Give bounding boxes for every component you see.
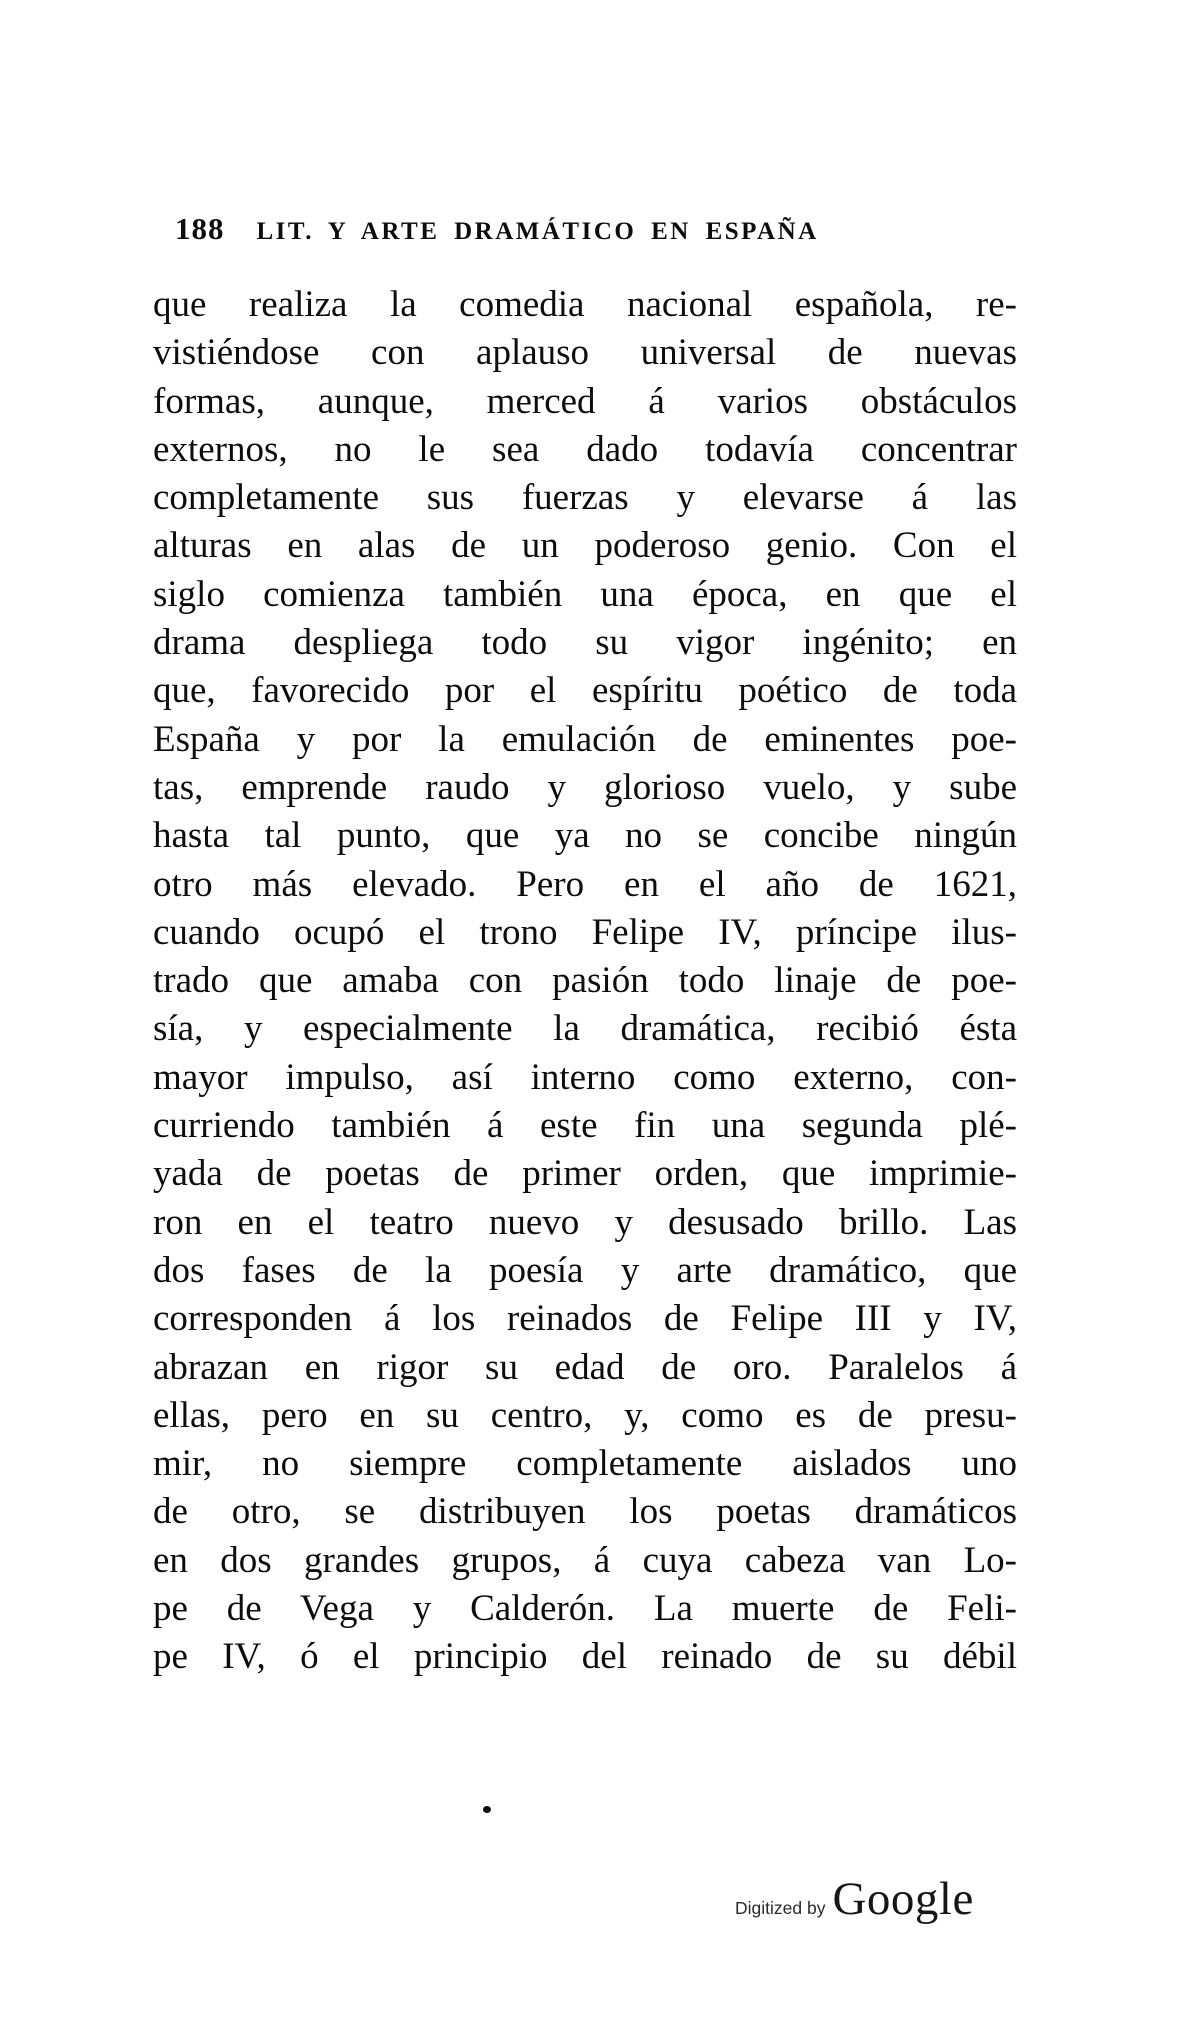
text-line: ellas, pero en su centro, y, como es de presu- <box>153 1394 1017 1436</box>
text-line: que realiza la comedia nacional española, re- <box>153 284 1017 325</box>
body-text <box>153 281 1017 1682</box>
ink-speck <box>483 1806 491 1813</box>
page-header <box>175 211 1055 247</box>
text-line: pe IV, ó el principio del reinado de su débil <box>153 1636 1017 1678</box>
text-line: trado que amaba con pasión todo linaje de poe- <box>153 960 1017 1002</box>
text-line: sía, y especialmente la dramática, recibió ésta <box>153 1008 1017 1050</box>
text-line: alturas en alas de un poderoso genio. Con el <box>153 525 1017 567</box>
text-line: externos, no le sea dado todavía concentrar <box>153 428 1017 470</box>
text-line: pe de Vega y Calderón. La muerte de Feli- <box>153 1588 1017 1630</box>
digitized-by-label: Digitized by <box>735 1898 826 1918</box>
google-logo: Google <box>832 1873 974 1925</box>
text-line: dos fases de la poesía y arte dramático, que <box>153 1249 1017 1291</box>
text-line: abrazan en rigor su edad de oro. Paralelos á <box>153 1346 1017 1388</box>
text-line: siglo comienza también una época, en que el <box>153 573 1017 615</box>
text-line: cuando ocupó el trono Felipe IV, príncipe ilus- <box>153 911 1017 953</box>
page-number: 188 <box>175 211 225 246</box>
text-line: curriendo también á este fin una segunda plé- <box>153 1105 1017 1147</box>
text-line: otro más elevado. Pero en el año de 1621, <box>153 863 1017 905</box>
text-line: vistiéndose con aplauso universal de nuevas <box>153 332 1017 374</box>
watermark <box>735 1872 974 1926</box>
text-line: de otro, se distribuyen los poetas dramáticos <box>153 1491 1017 1533</box>
text-line: mayor impulso, así interno como externo, con- <box>153 1056 1017 1098</box>
text-line: completamente sus fuerzas y elevarse á las <box>153 477 1017 519</box>
text-line: corresponden á los reinados de Felipe III y IV, <box>153 1298 1017 1340</box>
text-line: hasta tal punto, que ya no se concibe ningún <box>153 815 1017 857</box>
text-line: yada de poetas de primer orden, que imprimie- <box>153 1153 1017 1195</box>
text-line: en dos grandes grupos, á cuya cabeza van Lo- <box>153 1539 1017 1581</box>
text-line: que, favorecido por el espíritu poético de toda <box>153 670 1017 712</box>
text-line: formas, aunque, merced á varios obstáculos <box>153 380 1017 422</box>
text-line: mir, no siempre completamente aislados uno <box>153 1443 1017 1485</box>
running-title: LIT. Y ARTE DRAMÁTICO EN ESPAÑA <box>256 218 819 245</box>
text-line: ron en el teatro nuevo y desusado brillo. Las <box>153 1201 1017 1243</box>
text-line: España y por la emulación de eminentes poe- <box>153 718 1017 760</box>
text-line: tas, emprende raudo y glorioso vuelo, y sube <box>153 766 1017 808</box>
text-line: drama despliega todo su vigor ingénito; en <box>153 622 1017 664</box>
